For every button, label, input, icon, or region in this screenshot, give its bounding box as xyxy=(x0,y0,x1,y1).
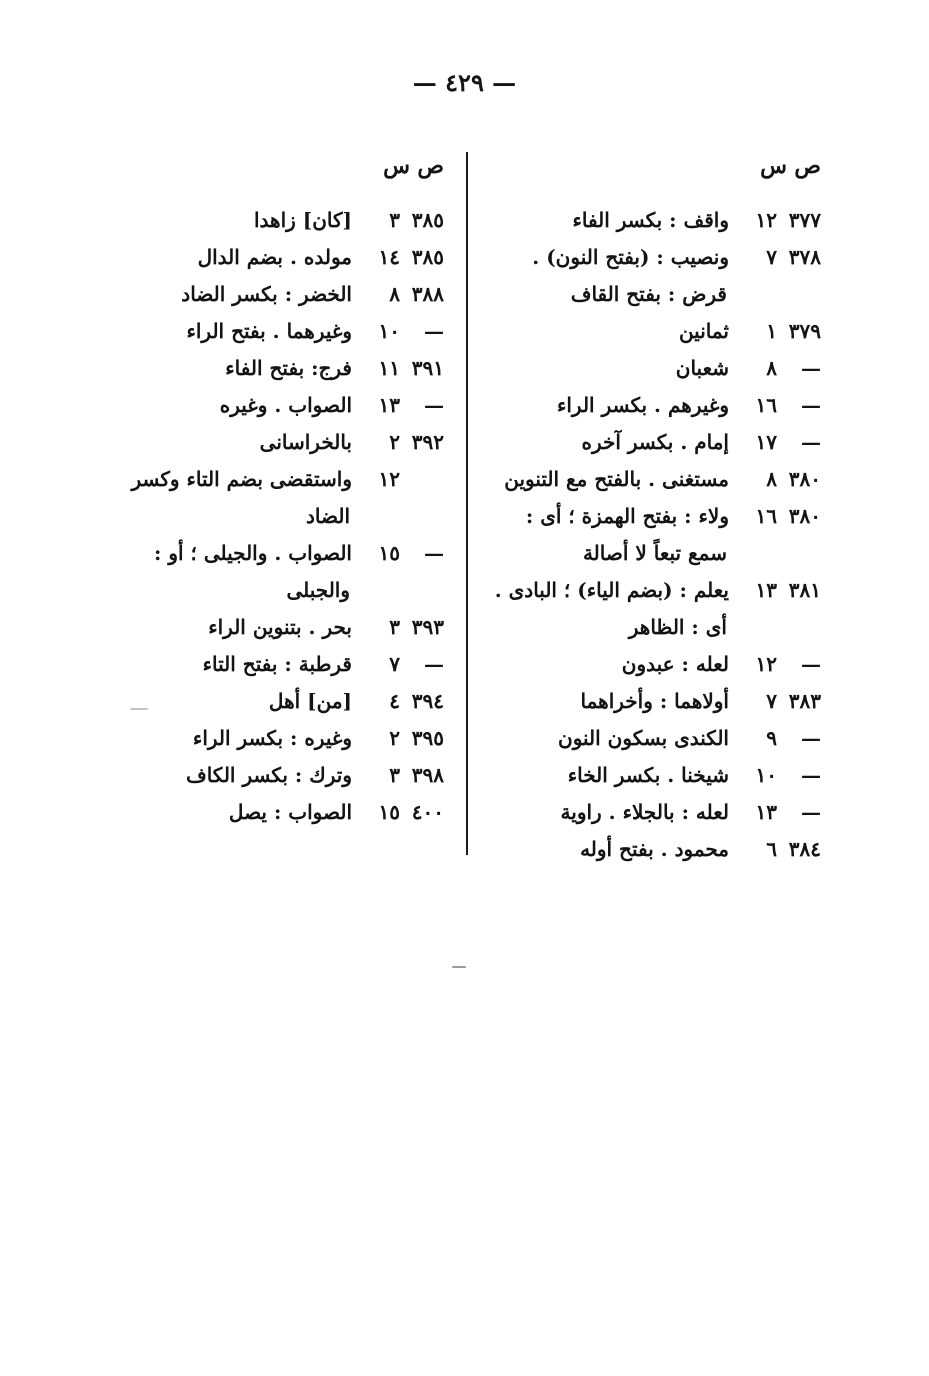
correction-text: الصواب . وغيره xyxy=(219,393,352,417)
column-header xyxy=(471,150,821,182)
correction-text: [من] أهل xyxy=(268,689,352,713)
correction-continuation: سمع تبعاً لا أصالة xyxy=(582,541,727,565)
page-ref: — xyxy=(801,356,821,380)
page-ref: ٣٧٨ xyxy=(788,245,821,269)
line-ref: ٧ xyxy=(389,652,400,676)
line-ref: ١٧ xyxy=(755,430,777,454)
errata-entry xyxy=(471,794,821,831)
page-ref: ٣٨٣ xyxy=(788,689,821,713)
line-header-label: س xyxy=(760,153,787,179)
errata-entry xyxy=(471,424,821,461)
errata-line xyxy=(64,387,444,424)
errata-entry xyxy=(64,609,444,646)
errata-line xyxy=(64,276,444,313)
errata-entry xyxy=(64,720,444,757)
line-ref: ٩ xyxy=(766,726,777,750)
errata-entry xyxy=(64,646,444,683)
correction-text: الخضر : بكسر الضاد xyxy=(181,282,352,306)
errata-entry xyxy=(64,276,444,313)
errata-entry xyxy=(64,757,444,794)
correction-text: واقف : بكسر الفاء xyxy=(572,208,729,232)
page-ref: ٣٧٩ xyxy=(788,319,821,343)
page-ref: ٣٩٥ xyxy=(411,726,444,750)
correction-text: الصواب : يصل xyxy=(228,800,352,824)
line-ref: ١٠ xyxy=(755,763,777,787)
page-ref: ٤٠٠ xyxy=(411,800,444,824)
line-ref: ٦ xyxy=(766,837,777,861)
errata-entry xyxy=(471,572,821,646)
correction-text: ثمانين xyxy=(678,319,729,343)
line-ref: ١٣ xyxy=(755,800,777,824)
errata-line xyxy=(471,831,821,868)
errata-entry xyxy=(64,424,444,461)
page-ref: — xyxy=(801,763,821,787)
page-ref: — xyxy=(424,393,444,417)
page-ref: ٣٨٠ xyxy=(788,504,821,528)
line-ref: ٨ xyxy=(389,282,400,306)
errata-line xyxy=(64,313,444,350)
line-ref: ٨ xyxy=(766,467,777,491)
correction-text: بحر . بتنوين الراء xyxy=(208,615,352,639)
correction-continuation: أى : الظاهر xyxy=(628,615,727,639)
column-divider xyxy=(466,152,468,855)
page-ref: ٣٧٧ xyxy=(788,208,821,232)
line-ref: ١٢ xyxy=(378,467,400,491)
page-ref: ٣٩١ xyxy=(411,356,444,380)
page-ref: — xyxy=(424,541,444,565)
page-ref: — xyxy=(801,800,821,824)
page-ref: ٣٨٠ xyxy=(788,467,821,491)
correction-text: شيخنا . بكسر الخاء xyxy=(567,763,729,787)
correction-text: مستغنى . بالفتح مع التنوين xyxy=(504,467,729,491)
errata-line xyxy=(471,794,821,831)
page-ref: ٣٨٥ xyxy=(411,208,444,232)
correction-text: أولاهما : وأخراهما xyxy=(580,689,729,713)
errata-line xyxy=(64,794,444,831)
correction-text: شعبان xyxy=(675,356,729,380)
errata-entry xyxy=(64,202,444,239)
errata-entry xyxy=(471,757,821,794)
errata-line xyxy=(64,646,444,683)
page-ref: — xyxy=(424,652,444,676)
line-ref: ٧ xyxy=(766,245,777,269)
line-ref: ٢ xyxy=(389,726,400,750)
errata-entry xyxy=(471,350,821,387)
column-header xyxy=(64,150,444,182)
errata-line xyxy=(471,424,821,461)
errata-line xyxy=(64,609,444,646)
line-ref: ١٥ xyxy=(378,541,400,565)
correction-text: قرطبة : بفتح التاء xyxy=(202,652,352,676)
errata-line xyxy=(471,313,821,350)
line-ref: ٤ xyxy=(389,689,400,713)
errata-line xyxy=(64,757,444,794)
page-ref: ٣٨١ xyxy=(788,578,821,602)
errata-line xyxy=(471,646,821,683)
line-ref: ٣ xyxy=(389,763,400,787)
line-ref: ١٥ xyxy=(378,800,400,824)
errata-entry xyxy=(471,239,821,313)
errata-line xyxy=(471,239,821,276)
errata-column-left xyxy=(64,150,444,831)
correction-text: بالخراسانى xyxy=(259,430,352,454)
errata-entry xyxy=(64,535,444,609)
page-ref: — xyxy=(801,726,821,750)
line-ref: ١٣ xyxy=(378,393,400,417)
errata-line xyxy=(64,424,444,461)
errata-entry xyxy=(471,646,821,683)
line-header-label: س xyxy=(383,153,410,179)
errata-line xyxy=(471,498,821,535)
errata-entry xyxy=(471,831,821,868)
correction-text: ونصيب : (بفتح النون) . xyxy=(532,245,729,269)
errata-entry xyxy=(471,387,821,424)
errata-entry xyxy=(64,239,444,276)
line-ref: ٣ xyxy=(389,208,400,232)
line-ref: ٣ xyxy=(389,615,400,639)
errata-line xyxy=(64,461,444,498)
line-ref: ١ xyxy=(766,319,777,343)
page-header-label: ص xyxy=(794,153,821,179)
errata-entry xyxy=(471,461,821,498)
errata-entry xyxy=(471,683,821,720)
errata-line xyxy=(471,683,821,720)
page-ref: — xyxy=(801,393,821,417)
errata-line xyxy=(471,387,821,424)
page-ref: ٣٩٤ xyxy=(411,689,444,713)
scan-speck xyxy=(452,966,466,968)
errata-entry xyxy=(64,387,444,424)
line-ref: ١٣ xyxy=(755,578,777,602)
errata-line xyxy=(471,720,821,757)
errata-column-right xyxy=(471,150,821,868)
line-ref: ١٦ xyxy=(755,504,777,528)
errata-line xyxy=(471,757,821,794)
correction-text: وغيره : بكسر الراء xyxy=(192,726,352,750)
correction-text: لعله : بالجلاء . راوية xyxy=(560,800,729,824)
page-ref: ٣٨٥ xyxy=(411,245,444,269)
errata-entry xyxy=(64,350,444,387)
errata-line xyxy=(64,239,444,276)
correction-text: يعلم : (بضم الياء) ؛ البادى . xyxy=(494,578,729,602)
errata-entry xyxy=(64,313,444,350)
errata-line xyxy=(471,572,821,609)
errata-line xyxy=(64,350,444,387)
errata-line xyxy=(64,720,444,757)
correction-text: محمود . بفتح أوله xyxy=(580,837,729,861)
correction-text: واستقضى بضم التاء وكسر xyxy=(131,467,352,491)
line-ref: ١٠ xyxy=(378,319,400,343)
correction-text: الصواب . والجيلى ؛ أو : xyxy=(154,541,352,565)
errata-entry xyxy=(471,202,821,239)
correction-continuation: والجبلى xyxy=(286,578,350,602)
line-ref: ١١ xyxy=(378,356,400,380)
correction-text: إمام . بكسر آخره xyxy=(581,430,729,454)
errata-entry xyxy=(471,313,821,350)
errata-rows xyxy=(64,202,444,831)
errata-entry xyxy=(64,794,444,831)
line-ref: ٧ xyxy=(766,689,777,713)
page-ref: — xyxy=(801,430,821,454)
page-ref: — xyxy=(424,319,444,343)
errata-line xyxy=(471,202,821,239)
line-ref: ١٢ xyxy=(755,208,777,232)
errata-entry xyxy=(64,683,444,720)
errata-line xyxy=(471,461,821,498)
errata-rows xyxy=(471,202,821,868)
correction-text: لعله : عبدون xyxy=(621,652,729,676)
errata-entry xyxy=(64,461,444,535)
page-ref: ٣٩٢ xyxy=(411,430,444,454)
line-ref: ١٦ xyxy=(755,393,777,417)
errata-entry xyxy=(471,498,821,572)
line-ref: ١٢ xyxy=(755,652,777,676)
correction-text: وترك : بكسر الكاف xyxy=(185,763,352,787)
correction-text: ولاء : بفتح الهمزة ؛ أى : xyxy=(525,504,729,528)
correction-continuation: الضاد xyxy=(306,504,350,528)
line-ref: ٢ xyxy=(389,430,400,454)
page-ref: ٣٩٨ xyxy=(411,763,444,787)
page-ref: ٣٨٤ xyxy=(788,837,821,861)
correction-text: مولده . بضم الدال xyxy=(197,245,352,269)
errata-line xyxy=(471,350,821,387)
page-header-label: ص xyxy=(417,153,444,179)
errata-line xyxy=(64,202,444,239)
errata-entry xyxy=(471,720,821,757)
correction-text: وغيرهم . بكسر الراء xyxy=(556,393,729,417)
errata-line xyxy=(64,535,444,572)
line-ref: ٨ xyxy=(766,356,777,380)
page-number: — ٤٢٩ — xyxy=(412,68,517,97)
line-ref: ١٤ xyxy=(378,245,400,269)
correction-text: [كان] زاهدا xyxy=(253,208,352,232)
errata-line xyxy=(64,683,444,720)
page-ref: ٣٨٨ xyxy=(411,282,444,306)
correction-continuation: قرض : بفتح القاف xyxy=(570,282,727,306)
page-ref: ٣٩٣ xyxy=(411,615,444,639)
correction-text: وغيرهما . بفتح الراء xyxy=(186,319,352,343)
scan-speck xyxy=(130,708,148,710)
correction-text: فرج: بفتح الفاء xyxy=(225,356,352,380)
correction-text: الكندى بسكون النون xyxy=(558,726,729,750)
page-ref: — xyxy=(801,652,821,676)
